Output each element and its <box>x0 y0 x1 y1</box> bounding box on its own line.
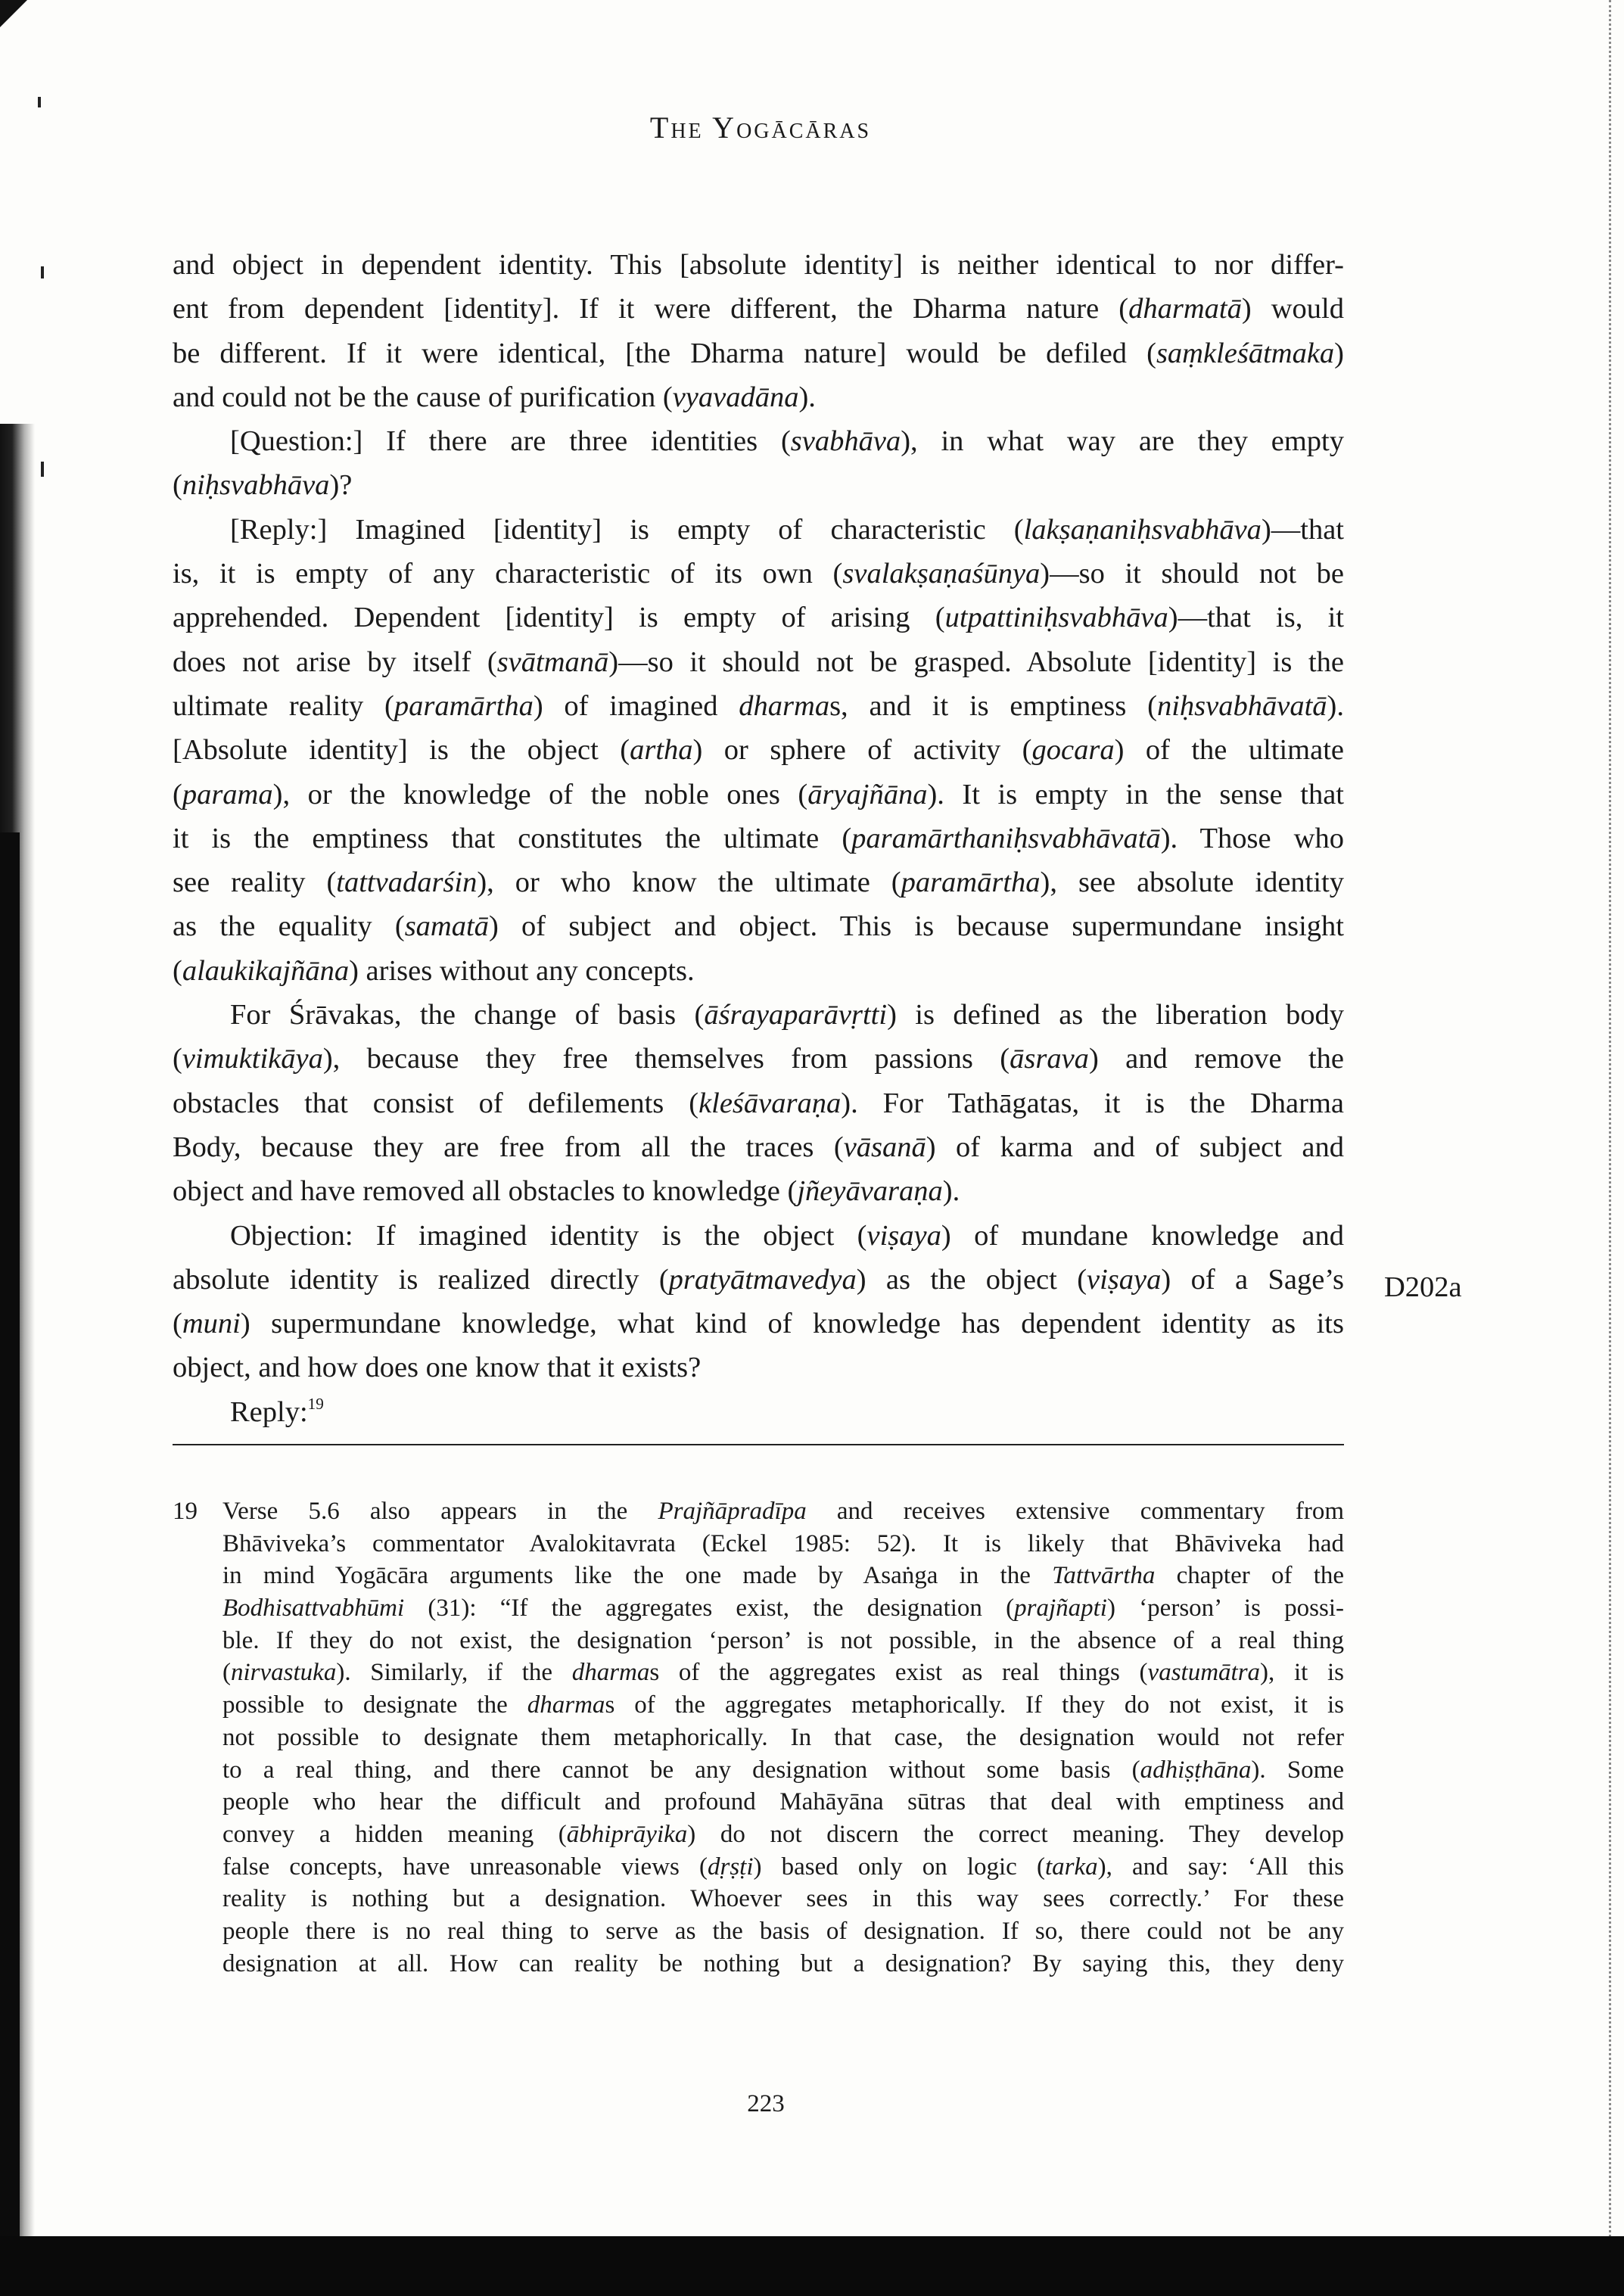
text-run: and receives extensive commentary from <box>806 1498 1345 1525</box>
text-run: as the equality ( <box>173 910 405 943</box>
footnote-text <box>222 1495 1344 1980</box>
text-run: ). For Tathāgatas, it is the Dharma <box>841 1087 1344 1119</box>
text-line <box>222 1722 1344 1754</box>
italic-term: gocara <box>1031 734 1115 767</box>
footnote-ref: 19 <box>307 1394 324 1413</box>
italic-term: artha <box>630 734 693 767</box>
text-line <box>173 375 1344 419</box>
text-run: ent from dependent [identity]. If it were different, the Dharma nature ( <box>173 293 1129 325</box>
text-line <box>173 773 1344 817</box>
italic-term: tarka <box>1044 1853 1098 1881</box>
text-run: Verse 5.6 also appears in the <box>222 1498 658 1525</box>
italic-term: paramārtha <box>394 689 534 722</box>
text-line <box>173 684 1344 728</box>
text-run: ) arises without any concepts. <box>349 954 695 987</box>
text-line <box>173 1346 1344 1389</box>
text-run: [Reply:] Imagined [identity] is empty of characteristic ( <box>230 513 1024 546</box>
text-run: ble. If they do not exist, the designation ‘person’ is not possible, in the absence of a real thing <box>222 1626 1344 1654</box>
text-run: ) or sphere of activity ( <box>692 734 1032 767</box>
text-run: [Absolute identity] is the object ( <box>173 734 630 767</box>
text-run: designation at all. How can reality be nothing but a designation? By saying this, they deny <box>222 1949 1344 1977</box>
text-run: ) of mundane knowledge and <box>941 1219 1345 1252</box>
italic-term: tattvadarśin <box>336 866 478 899</box>
running-head: The Yogācāras <box>649 110 872 145</box>
text-line <box>173 1037 1344 1081</box>
text-run: does not arise by itself ( <box>173 646 497 678</box>
italic-term: parama <box>182 778 273 810</box>
italic-term: Tattvārtha <box>1052 1562 1156 1590</box>
text-run: For Śrāvakas, the change of basis ( <box>230 999 705 1031</box>
text-run: absolute identity is realized directly ( <box>173 1263 669 1296</box>
text-run: ultimate reality ( <box>173 689 394 722</box>
text-run: ), or who know the ultimate ( <box>477 866 901 899</box>
italic-term: dṛṣṭi <box>708 1853 754 1881</box>
italic-term: viṣaya <box>866 1219 941 1252</box>
text-line <box>222 1495 1344 1528</box>
text-line <box>222 1560 1344 1592</box>
text-run: be different. If it were identical, [the Dharma nature] would be defiled ( <box>173 337 1156 369</box>
text-run: ), see absolute identity <box>1040 866 1344 899</box>
italic-term: niḥsvabhāvatā <box>1156 689 1327 722</box>
text-line <box>222 1528 1344 1560</box>
text-line <box>173 1390 1344 1434</box>
text-line <box>222 1754 1344 1787</box>
italic-term: svātmanā <box>496 646 609 678</box>
text-line <box>222 1657 1344 1689</box>
italic-term: samatā <box>404 910 489 943</box>
text-run: ) supermundane knowledge, what kind of knowledge has dependent identity as its <box>240 1308 1344 1340</box>
text-line <box>173 243 1344 287</box>
text-run: ) is defined as the liberation body <box>887 999 1344 1031</box>
italic-term: vastumātra <box>1147 1659 1261 1687</box>
scan-corner-shadow <box>0 0 27 27</box>
italic-term: nirvastuka <box>231 1659 337 1687</box>
italic-term: alaukikajñāna <box>182 954 350 987</box>
italic-term: lakṣaṇaniḥsvabhāva <box>1023 513 1262 546</box>
text-line <box>222 1948 1344 1980</box>
text-run: ( <box>173 1043 182 1075</box>
text-run: people who hear the difficult and profound Mahāyāna sūtras that deal with emptiness and <box>222 1788 1344 1816</box>
text-run: Body, because they are free from all the traces ( <box>173 1131 844 1163</box>
text-run: ) and remove the <box>1088 1043 1344 1075</box>
text-run: chapter of the <box>1155 1562 1345 1590</box>
text-line <box>222 1883 1344 1915</box>
text-line <box>222 1786 1344 1818</box>
text-line <box>173 1302 1344 1346</box>
binding-edge <box>0 832 20 2296</box>
text-line <box>173 463 1344 507</box>
text-run: object and have removed all obstacles to knowledge ( <box>173 1175 798 1208</box>
text-run: ) would <box>1241 293 1344 325</box>
italic-term: paramārthaniḥsvabhāvatā <box>851 822 1161 854</box>
text-run: not possible to designate them metaphorically. In that case, the designation would not refer <box>222 1723 1344 1751</box>
text-run: in mind Yogācāra arguments like the one made by Asaṅga in the <box>222 1562 1053 1590</box>
text-run: ). <box>798 381 816 413</box>
text-line <box>173 1081 1344 1125</box>
text-line <box>173 993 1344 1037</box>
text-run: ) based only on logic ( <box>753 1853 1045 1881</box>
italic-term: paramārtha <box>901 866 1041 899</box>
text-run: ) of a Sage’s <box>1161 1263 1344 1296</box>
text-line <box>173 287 1344 331</box>
text-line <box>173 1169 1344 1213</box>
text-line <box>222 1625 1344 1657</box>
text-run: it is the emptiness that constitutes the ultimate ( <box>173 822 852 854</box>
text-run: ). <box>1327 689 1344 722</box>
text-line <box>173 419 1344 463</box>
text-run: Bhāviveka’s commentator Avalokitavrata (Eckel 1985: 52). It is likely that Bhāviveka had <box>222 1529 1344 1557</box>
text-run: ). <box>942 1175 960 1208</box>
text-run: ) as the object ( <box>856 1263 1087 1296</box>
italic-term: dharma <box>739 689 830 722</box>
text-run: s of the aggregates exist as real things ( <box>649 1659 1148 1687</box>
text-run: see reality ( <box>173 866 337 899</box>
text-run: and object in dependent identity. This [absolute identity] is neither identical to nor differ- <box>173 249 1344 281</box>
page-number: 223 <box>747 2090 785 2117</box>
italic-term: prajñapti <box>1014 1594 1107 1622</box>
text-run: ), or the knowledge of the noble ones ( <box>272 778 808 810</box>
italic-term: vimuktikāya <box>182 1043 323 1075</box>
italic-term: niḥsvabhāva <box>182 469 330 502</box>
scan-bottom-shadow <box>0 2236 1624 2296</box>
text-run: ). Some <box>1251 1756 1344 1784</box>
text-run: convey a hidden meaning ( <box>222 1820 567 1848</box>
italic-term: adhiṣṭhāna <box>1140 1756 1252 1784</box>
italic-term: dharma <box>571 1659 650 1687</box>
italic-term: ābhiprāyika <box>566 1820 688 1848</box>
italic-term: Prajñāpradīpa <box>658 1498 807 1525</box>
text-run: ) of karma and of subject and <box>926 1131 1344 1163</box>
text-run: ), in what way are they empty <box>901 425 1344 458</box>
text-line <box>173 331 1344 375</box>
text-run: object, and how does one know that it exists? <box>173 1352 702 1384</box>
text-run: ( <box>173 778 182 810</box>
text-run: Reply: <box>230 1395 308 1428</box>
text-run: )—so it should not be <box>1040 558 1344 590</box>
text-run: ( <box>173 954 182 987</box>
italic-term: vyavadāna <box>672 381 799 413</box>
margin-note: D202a <box>1384 1271 1462 1303</box>
text-run: )? <box>329 469 353 502</box>
italic-term: jñeyāvaraṇa <box>797 1175 943 1208</box>
text-run: people there is no real thing to serve as the basis of designation. If so, there could not be any <box>222 1917 1344 1945</box>
italic-term: saṃkleśātmaka <box>1156 337 1335 369</box>
text-run: ( <box>173 469 182 502</box>
text-line <box>222 1818 1344 1851</box>
italic-term: Bodhisattvabhūmi <box>222 1594 405 1622</box>
scan-speck <box>38 97 41 107</box>
italic-term: āryajñāna <box>807 778 928 810</box>
text-run: ). Similarly, if the <box>336 1659 572 1687</box>
italic-term: āsrava <box>1010 1043 1089 1075</box>
text-run: ) do not discern the correct meaning. They develop <box>687 1820 1344 1848</box>
text-run: possible to designate the <box>222 1691 527 1719</box>
italic-term: vāsanā <box>843 1131 926 1163</box>
italic-term: āśrayaparāvṛtti <box>704 999 888 1031</box>
text-line <box>222 1689 1344 1722</box>
italic-term: muni <box>182 1308 241 1340</box>
text-line <box>173 817 1344 860</box>
italic-term: dharma <box>527 1691 605 1719</box>
text-run: ), and say: ‘All this <box>1097 1853 1344 1881</box>
text-line <box>173 860 1344 904</box>
text-run: ). It is empty in the sense that <box>927 778 1344 810</box>
page-right-edge <box>1609 0 1611 2296</box>
text-run: to a real thing, and there cannot be any designation without some basis ( <box>222 1756 1140 1784</box>
italic-term: dharmatā <box>1128 293 1242 325</box>
text-run: Objection: If imagined identity is the object ( <box>230 1219 867 1252</box>
italic-term: kleśāvaraṇa <box>698 1087 842 1119</box>
text-line <box>173 904 1344 948</box>
italic-term: svalakṣaṇaśūnya <box>842 558 1041 590</box>
text-run: is, it is empty of any characteristic of its own ( <box>173 558 843 590</box>
scan-speck <box>41 266 44 278</box>
text-run: [Question:] If there are three identities ( <box>230 425 791 458</box>
text-run: )—that is, it <box>1168 602 1344 634</box>
footnote-number: 19 <box>173 1498 198 1525</box>
text-line <box>222 1915 1344 1948</box>
text-line <box>173 728 1344 772</box>
text-line <box>173 508 1344 552</box>
text-run: ) of subject and object. This is because supermundane insight <box>488 910 1345 943</box>
text-run: obstacles that consist of defilements ( <box>173 1087 699 1119</box>
text-line <box>173 596 1344 639</box>
text-run: (31): “If the aggregates exist, the designation ( <box>404 1594 1015 1622</box>
italic-term: svabhāva <box>790 425 901 458</box>
text-run: ) ‘person’ is possi- <box>1106 1594 1344 1622</box>
text-run: ( <box>173 1308 182 1340</box>
body-text <box>173 243 1344 1434</box>
text-run: ) <box>1334 337 1344 369</box>
text-line <box>173 1214 1344 1258</box>
text-run: false concepts, have unreasonable views ( <box>222 1853 708 1881</box>
text-line <box>173 1125 1344 1169</box>
text-run: s of the aggregates metaphorically. If they do not exist, it is <box>605 1691 1344 1719</box>
text-run: ). Those who <box>1160 822 1344 854</box>
italic-term: viṣaya <box>1087 1263 1162 1296</box>
scan-speck <box>41 462 44 477</box>
text-line <box>173 949 1344 993</box>
italic-term: pratyātmavedya <box>668 1263 857 1296</box>
text-run: )—that <box>1261 513 1344 546</box>
text-line <box>222 1851 1344 1884</box>
text-run: apprehended. Dependent [identity] is empty of arising ( <box>173 602 945 634</box>
text-run: ), because they free themselves from passions ( <box>322 1043 1010 1075</box>
text-run: ) of the ultimate <box>1114 734 1344 767</box>
text-line <box>173 640 1344 684</box>
footnote-rule <box>173 1444 1344 1445</box>
text-run: ( <box>222 1659 231 1687</box>
text-run: ), it is <box>1260 1659 1344 1687</box>
text-line <box>173 1258 1344 1302</box>
italic-term: utpattiniḥsvabhāva <box>944 602 1168 634</box>
text-run: and could not be the cause of purification ( <box>173 381 673 413</box>
text-run: reality is nothing but a designation. Whoever sees in this way sees correctly.’ For these <box>222 1885 1344 1913</box>
text-line <box>173 552 1344 596</box>
text-run: s, and it is emptiness ( <box>829 689 1157 722</box>
text-run: ) of imagined <box>533 689 739 722</box>
text-line <box>222 1592 1344 1625</box>
text-run: )—so it should not be grasped. Absolute [identity] is the <box>608 646 1344 678</box>
